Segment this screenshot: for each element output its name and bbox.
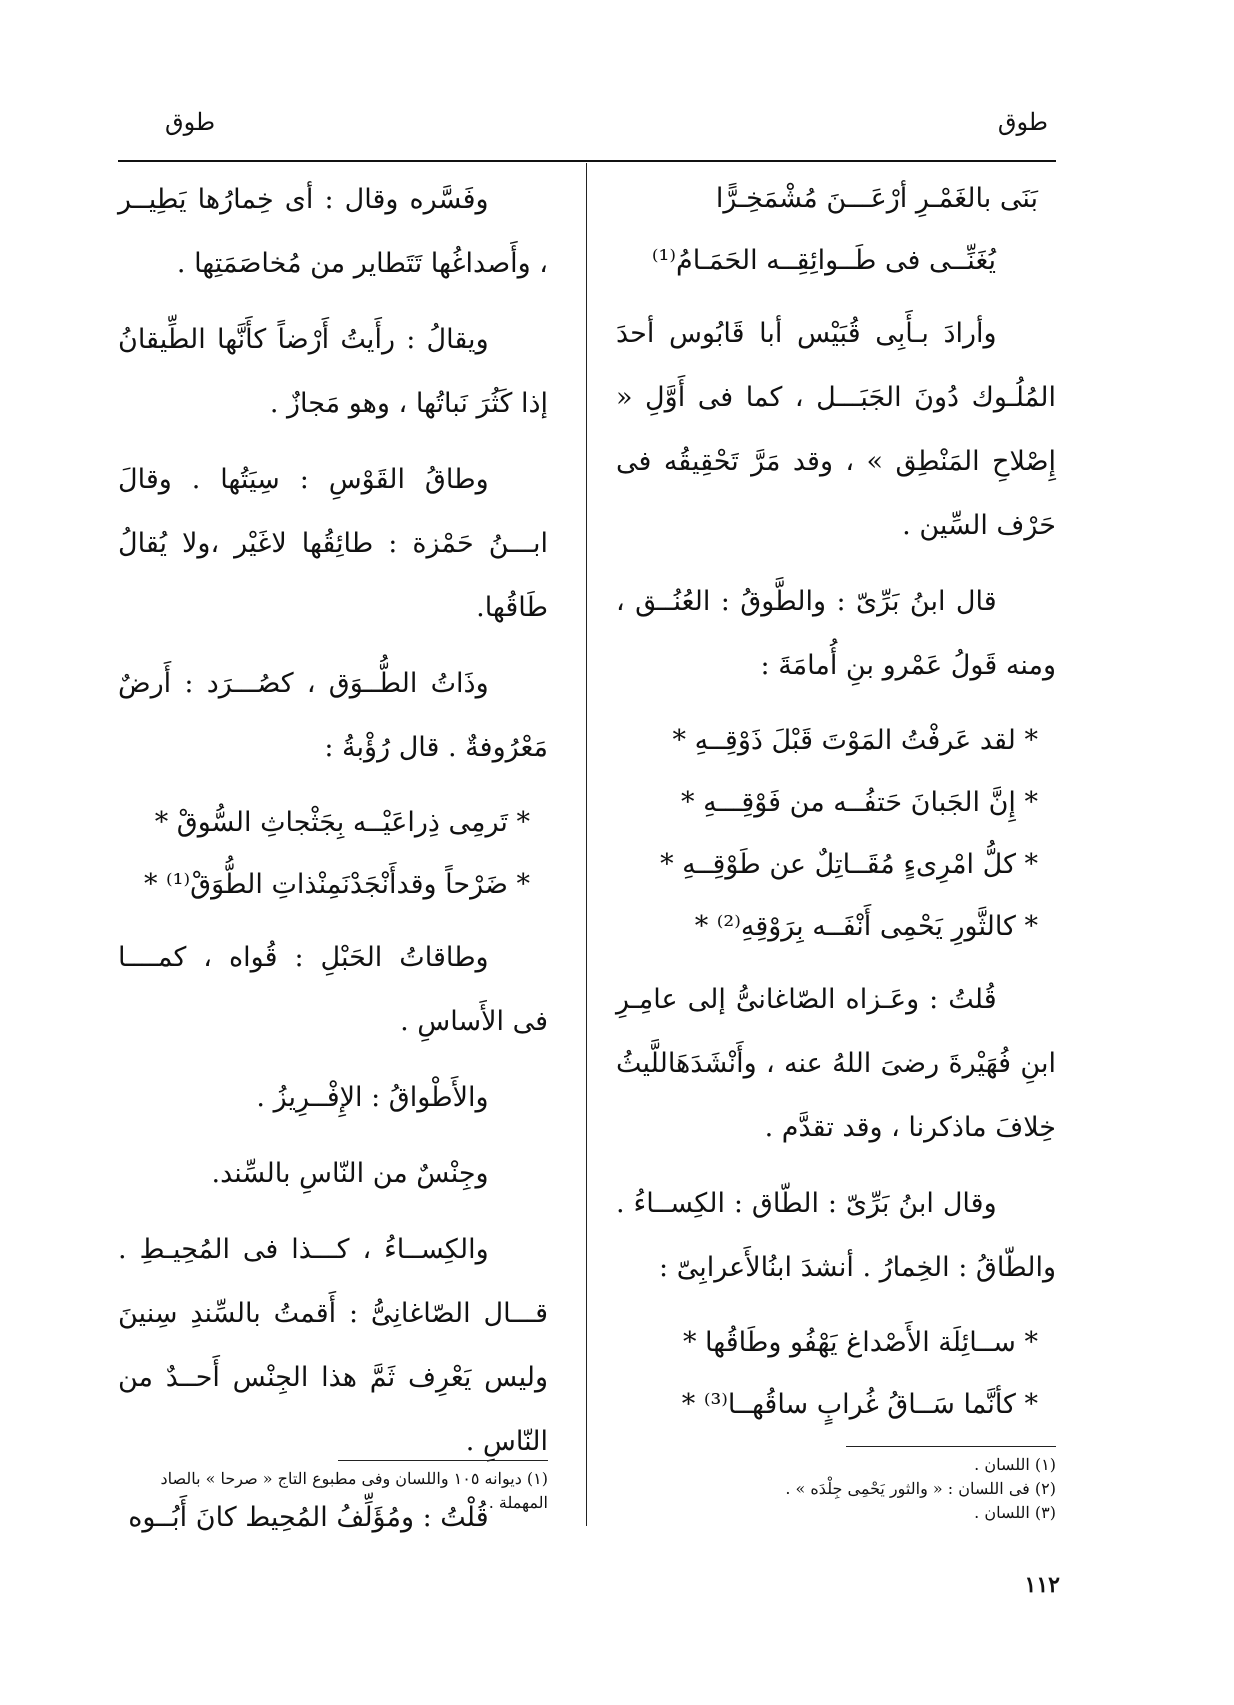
verse-block: [616, 1312, 1056, 1436]
footnotes-right: [616, 1430, 1056, 1525]
paragraph: وجِنْسٌ من النّاسِ بالسِّند.: [211, 1158, 489, 1189]
right-column: [616, 168, 1056, 1446]
paragraph: وطاقُ القَوْسِ : سِيَتُها . وقالَ ابـــنُ حَمْزة : طائِقُها لاغَيْر ،ولا يُقالُ طَاقُها.: [118, 464, 548, 623]
verse-line: يُغَنِّــى فى طَــوائِقِــه الحَمَـامُ⁽¹⁾: [651, 245, 996, 276]
column-divider: [586, 163, 587, 1526]
verse-block: [616, 168, 1056, 292]
verse-line: * إِنَّ الجَبانَ حَتفُــه من فَوْقِـــهِ *: [681, 787, 1038, 818]
paragraph: والكِســاءُ ، كـــذا فى المُحِيـطِ . قـــال الصّاغانِىُّ : أَقمتُ بالسِّندِ سِنينَ وليس يَعْرِف ثَمَّ هذا الجِنْس أَحــدٌ من النّاسِ .: [118, 1234, 548, 1457]
verse-line: بَنَى بالغَمْـرِ أرْعَـــنَ مُشْمَخِـرًّا: [715, 183, 1038, 214]
paragraph: وأرادَ بـأَبِى قُبَيْس أبا قَابُوس أحدَ المُلُـوك دُونَ الجَبَـــل ، كما فى أَوَّلِ « إِصْلاحِ المَنْطِق » ، وقد مَرَّ تَحْقِيقُه فى حَرْف السِّين .: [616, 318, 1056, 541]
verse-line: * ضَرْحاً وقدأَنْجَدْنَمِنْذاتِ الطُّوَقْ⁽¹⁾ *: [143, 869, 530, 900]
footnotes-left: [118, 1444, 548, 1515]
running-head-left: طوق: [165, 108, 216, 136]
paragraph: قُلتُ : وعَـزاه الصّاغانىُّ إلى عامِـرِ ابنِ فُهَيْرةَ رضىَ اللهُ عنه ، وأَنْشَدَهَاللَّيثُ خِلافَ ماذكرنا ، وقد تقدَّم .: [616, 984, 1056, 1143]
header-rule: [118, 160, 1056, 162]
verse-line: * كلُّ امْرِىءٍ مُقَــاتِلٌ عن طَوْقِــهِ *: [660, 849, 1038, 880]
running-head-right: طوق: [997, 108, 1048, 136]
footnote: (١) اللسان .: [974, 1455, 1056, 1474]
verse-block: [616, 710, 1056, 958]
verse-line: * كأنَّما سَــاقُ غُرابٍ ساقُهــا⁽³⁾ *: [681, 1389, 1038, 1420]
paragraph: قال ابنُ بَرِّىّ : والطَّوقُ : العُنُــق ، ومنه قَولُ عَمْرو بنِ أُمامَةَ :: [616, 586, 1056, 681]
paragraph: وذَاتُ الطُّــوَق ، كصُـــرَد : أَرضٌ مَعْرُوفةٌ . قال رُؤْبةُ :: [118, 668, 548, 763]
page-number: ١١٢: [1024, 1572, 1060, 1598]
footnote-rule: [338, 1460, 548, 1461]
verse-line: * تَرمِى ذِراعَيْــه بِجَثْجاثِ السُّوقْ *: [154, 807, 530, 838]
verse-line: * ســائِلَة الأَصْداغ يَهْفُو وطَاقُها *: [682, 1327, 1038, 1358]
left-column: [118, 168, 548, 1562]
verse-block: [118, 792, 548, 916]
footnote-rule: [846, 1446, 1056, 1447]
paragraph: وطاقاتُ الحَبْلِ : قُواه ، كمــــا فى الأَساسِ .: [118, 942, 548, 1037]
footnote: (٢) فى اللسان : « والثور يَحْمِى جِلْدَه » .: [785, 1479, 1056, 1498]
footnote: (١) ديوانه ١٠٥ واللسان وفى مطبوع التاج « صرحا » بالصاد المهملة .: [160, 1469, 548, 1512]
footnote: (٣) اللسان .: [974, 1503, 1056, 1522]
verse-line: * لقد عَرفْتُ المَوْتَ قَبْلَ ذَوْقِــهِ *: [672, 725, 1038, 756]
paragraph: وقال ابنُ بَرِّىّ : الطّاق : الكِســاءُ . والطّاقُ : الخِمارُ . أنشدَ ابنُالأَعرابِىّ :: [616, 1188, 1056, 1283]
paragraph: وفَسَّره وقال : أى خِمارُها يَطِيــر ، وأَصداغُها تَتَطاير من مُخاصَمَتِها .: [118, 184, 548, 279]
paragraph: ويقالُ : رأَيتُ أَرْضاً كأَنَّها الطِّيقانُ إذا كَثُرَ نَباتُها ، وهو مَجازٌ .: [118, 324, 548, 419]
paragraph: والأَطْواقُ : الإِفْــرِيزُ .: [256, 1082, 489, 1113]
verse-line: * كالثَّورِ يَحْمِى أَنْفَــه بِرَوْقِهِ⁽²⁾ *: [694, 911, 1038, 942]
paragraph: قُلْتُ : ومُؤَلِّفُ المُحِيط كانَ أَبُــوه: [128, 1502, 489, 1533]
